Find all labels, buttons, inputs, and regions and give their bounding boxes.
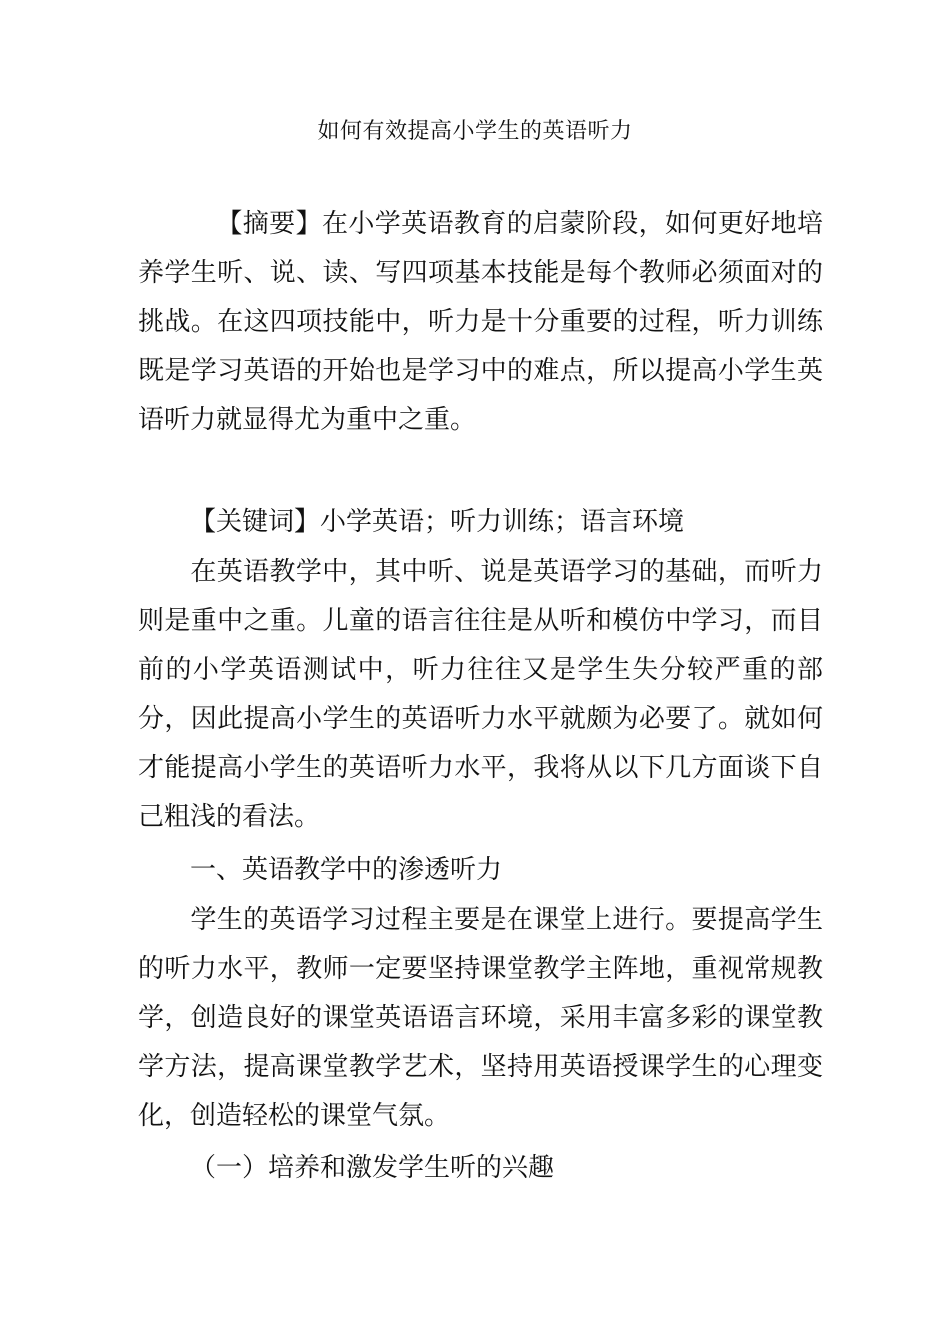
paragraph-1-text: 在英语教学中，其中听、说是英语学习的基础，而听力则是重中之重。儿童的语言往往是从听和模仿中学习，而目前的小学英语测试中，听力往往又是学生失分较严重的部分，因此提高小学生的英语听力水平就颇为必要了。就如何才能提高小学生的英语听力水平，我将从以下几方面谈下自己粗浅的看法。	[138, 557, 823, 832]
heading-2-text: （一）培养和激发学生听的兴趣	[190, 1153, 555, 1183]
body-paragraph-1	[138, 548, 823, 842]
abstract-text: 【摘要】在小学英语教育的启蒙阶段，如何更好地培养学生听、说、读、写四项基本技能是每个教师必须面对的挑战。在这四项技能中，听力是十分重要的过程，听力训练既是学习英语的开始也是学习中的难点，所以提高小学生英语听力就显得尤为重中之重。	[138, 209, 823, 435]
heading-1-text: 一、英语教学中的渗透听力	[190, 855, 503, 885]
paragraph-2-text: 学生的英语学习过程主要是在课堂上进行。要提高学生的听力水平，教师一定要坚持课堂教学主阵地，重视常规教学，创造良好的课堂英语语言环境，采用丰富多彩的课堂教学方法，提高课堂教学艺术，坚持用英语授课学生的心理变化，创造轻松的课堂气氛。	[138, 905, 823, 1131]
subsection-heading-1	[138, 1144, 823, 1193]
abstract-paragraph	[138, 200, 823, 445]
document-title: 如何有效提高小学生的英语听力	[317, 119, 633, 144]
keywords-line	[138, 498, 823, 547]
keywords-text: 【关键词】小学英语；听力训练；语言环境	[190, 507, 685, 537]
section-heading-1	[138, 846, 823, 895]
body-paragraph-2	[138, 896, 823, 1141]
